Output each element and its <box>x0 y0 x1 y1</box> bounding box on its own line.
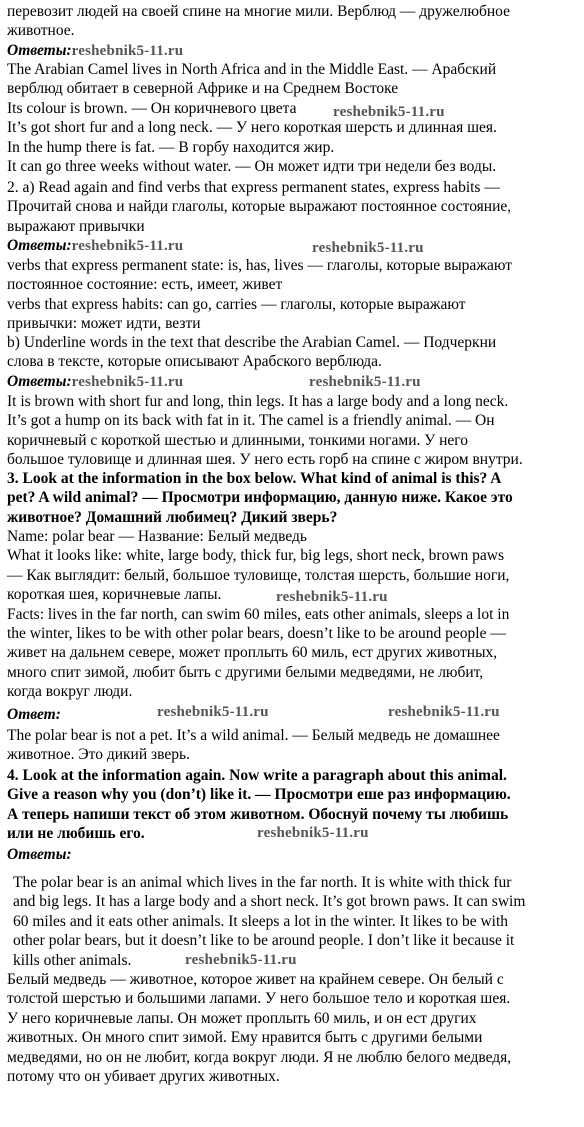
watermark: reshebnik5-11.ru <box>257 825 369 841</box>
watermark: reshebnik5-11.ru <box>312 240 424 256</box>
text-line: много спит зимой, любит быть с другими белыми медведями, не любит, <box>7 663 484 681</box>
answer-label: Ответ: <box>7 706 61 723</box>
text-line: медведями, но он не любит, когда вокруг люди. Я не люблю белого медведя, <box>7 1048 512 1066</box>
text-line: and big legs. It has a large body and a short neck. It’s got brown paws. It can swim <box>13 893 526 911</box>
text-line: животных. Он много спит зимой. Ему нравится быть с другими белыми <box>7 1029 483 1047</box>
text-line: слова в тексте, которые описывают Арабского верблюда. <box>7 353 382 371</box>
text-line: Its colour is brown. — Он коричневого цвета <box>7 99 297 117</box>
text-line: привычки: может идти, везти <box>7 315 201 333</box>
answers-label: Ответы: <box>7 846 72 863</box>
watermark: reshebnik5-11.ru <box>388 704 500 720</box>
text-line: In the hump there is fat. — В горбу находится жир. <box>7 138 335 156</box>
text-line: Белый медведь — животное, которое живет на крайнем севере. Он белый с <box>7 971 504 988</box>
answer-2a-block <box>0 256 518 334</box>
task-3-block <box>0 469 519 527</box>
text-line: 60 miles and it eats other animals. It sleeps a lot in the winter. It likes to be with <box>13 912 509 930</box>
answers-label-row <box>0 845 78 864</box>
text-line: What it looks like: white, large body, thick fur, big legs, short neck, brown paws <box>7 547 505 565</box>
answers-label: Ответы: <box>7 42 72 59</box>
text-line: 2. a) Read again and find verbs that express permanent states, express habits — <box>7 179 500 196</box>
text-line: Name: polar bear — Название: Белый медведь <box>7 528 308 545</box>
text-line: The Arabian Camel lives in North Africa and in the Middle East. — Арабский <box>7 61 497 78</box>
watermark: reshebnik5-11.ru <box>185 952 297 968</box>
text-line: животное. <box>7 22 75 40</box>
answers-label: Ответы: <box>7 237 72 254</box>
text-line: kills other animals. <box>13 951 132 969</box>
watermark: reshebnik5-11.ru <box>276 589 388 605</box>
text-line: А теперь напиши текст об этом животном. Обоснуй почему ты любишь <box>7 805 509 823</box>
answer-4-russian-block <box>0 970 517 1086</box>
text-line: other polar bears, but it doesn’t like to be around people. I don’t like it because it <box>13 932 515 950</box>
watermark: reshebnik5-11.ru <box>333 104 445 120</box>
answers-label-row <box>0 372 189 392</box>
watermark: reshebnik5-11.ru <box>71 238 184 254</box>
text-line: толстой шерстью и большими лапами. У него большое тело и короткая шея. <box>7 990 511 1008</box>
watermark: reshebnik5-11.ru <box>71 374 184 390</box>
text-line: verbs that express permanent state: is, has, lives — глаголы, которые выражают <box>7 257 513 274</box>
answer-label-row <box>0 705 67 724</box>
text-line: It’s got short fur and a long neck. — У него короткая шерсть и длинная шея. <box>7 119 497 137</box>
answers-label: Ответы: <box>7 373 72 390</box>
text-line: the winter, likes to be with other polar bears, doesn’t like to be around people — <box>7 624 506 642</box>
task-2a-block <box>0 178 517 236</box>
answer-3-block <box>0 726 506 765</box>
answers-label-row <box>0 41 189 61</box>
text-line: когда вокруг люди. <box>7 683 133 701</box>
watermark: reshebnik5-11.ru <box>71 43 184 59</box>
text-line: b) Underline words in the text that describe the Arabian Camel. — Подчеркни <box>7 334 497 351</box>
task-2b-block <box>0 333 502 372</box>
text-line: короткая шея, коричневые лапы. <box>7 586 222 604</box>
text-line: pet? A wild animal? — Просмотри информацию, данную ниже. Какое это <box>7 489 513 507</box>
text-line: верблюд обитает в северной Африке и на Среднем Востоке <box>7 80 399 98</box>
text-line: 4. Look at the information again. Now write a paragraph about this animal. <box>7 767 507 784</box>
text-line: У него коричневые лапы. Он может проплыть 60 миль, и он ест других <box>7 1009 477 1027</box>
text-line: verbs that express habits: can go, carries — глаголы, которые выражают <box>7 295 466 313</box>
text-line: коричневый с короткой шестью и длинными, тонкими ногами. У него <box>7 431 469 449</box>
text-line: живет на дальнем севере, может проплыть 60 миль, ест других животных, <box>7 644 498 662</box>
text-line: It is brown with short fur and long, thin legs. It has a large body and a long neck. <box>7 393 509 410</box>
watermark: reshebnik5-11.ru <box>309 374 421 390</box>
text-line: 3. Look at the information in the box below. What kind of animal is this? A <box>7 470 502 487</box>
text-line: Facts: lives in the far north, can swim 60 miles, eats other animals, sleeps a lot in <box>7 605 510 623</box>
text-line: — Как выглядит: белый, большое туловище, толстая шерсть, большие ноги, <box>7 566 510 584</box>
polar-bear-info-block <box>0 527 515 702</box>
text-line: выражают привычки <box>7 217 145 235</box>
answers-label-row <box>0 236 583 256</box>
answer-2b-block <box>0 392 529 470</box>
text-line: The polar bear is not a pet. It’s a wild animal. — Белый медведь не домашнее <box>7 727 500 744</box>
text-line: потому что он убивает других животных. <box>7 1067 280 1085</box>
text-line: большое туловище и длинная шея. У него есть горб на спине с жиром внутри. <box>7 451 523 469</box>
text-line: перевозит людей на своей спине на многие мили. Верблюд — дружелюбное <box>7 3 510 20</box>
text-line: It can go three weeks without water. — Он может идти три недели без воды. <box>7 157 497 175</box>
text-line: или не любишь его. <box>7 825 145 843</box>
text-line: The polar bear is an animal which lives in the far north. It is white with thick fur <box>13 874 512 891</box>
text-line: Прочитай снова и найди глаголы, которые выражают постоянное состояние, <box>7 198 512 216</box>
watermark: reshebnik5-11.ru <box>157 704 269 720</box>
text-line: постоянное состояние: есть, имеет, живет <box>7 276 283 294</box>
text-line: животное. Это дикий зверь. <box>7 746 190 764</box>
text-line: Give a reason why you (don’t) like it. — Просмотри еше раз информацию. <box>7 786 511 804</box>
text-line: животное? Домашний любимец? Дикий зверь? <box>7 508 338 526</box>
text-line: It’s got a hump on its back with fat in it. The camel is a friendly animal. — Он <box>7 412 495 430</box>
intro-block <box>0 2 516 41</box>
